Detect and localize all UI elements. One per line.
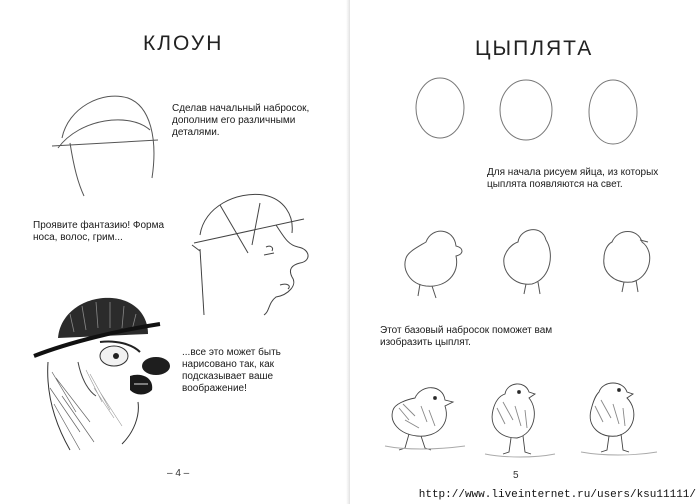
left-page	[0, 0, 349, 504]
right-text-2: Этот базовый набросок поможет вам изобразить цыплят.	[380, 325, 553, 348]
right-page-number: 5	[513, 470, 519, 481]
egg-3	[589, 80, 637, 144]
egg-outlines	[408, 72, 648, 152]
clown-profile-sketch	[180, 185, 320, 320]
egg-1	[416, 78, 464, 138]
left-text-2: Проявите фантазию! Форма носа, волос, грим...	[33, 220, 165, 243]
clown-initial-sketch	[40, 78, 160, 198]
chick-detailed-drawings	[385, 376, 670, 464]
watermark-url: http://www.liveinternet.ru/users/ksu11111/	[418, 489, 696, 501]
left-page-number: – 4 –	[167, 468, 190, 479]
left-page-title: КЛОУН	[143, 32, 224, 55]
egg-2	[500, 80, 552, 140]
left-text-1: Сделав начальный набросок, дополним его различными деталями.	[172, 103, 310, 138]
clown-detailed-drawing	[30, 292, 175, 457]
right-page-title: ЦЫПЛЯТА	[475, 37, 594, 60]
left-text-3: ...все это может быть нарисовано так, как подсказывает ваше воображение!	[182, 347, 281, 394]
chick-basic-sketches	[398, 222, 663, 302]
right-text-1: Для начала рисуем яйца, из которых цыплята появляются на свет.	[487, 167, 659, 190]
right-page	[350, 0, 699, 504]
